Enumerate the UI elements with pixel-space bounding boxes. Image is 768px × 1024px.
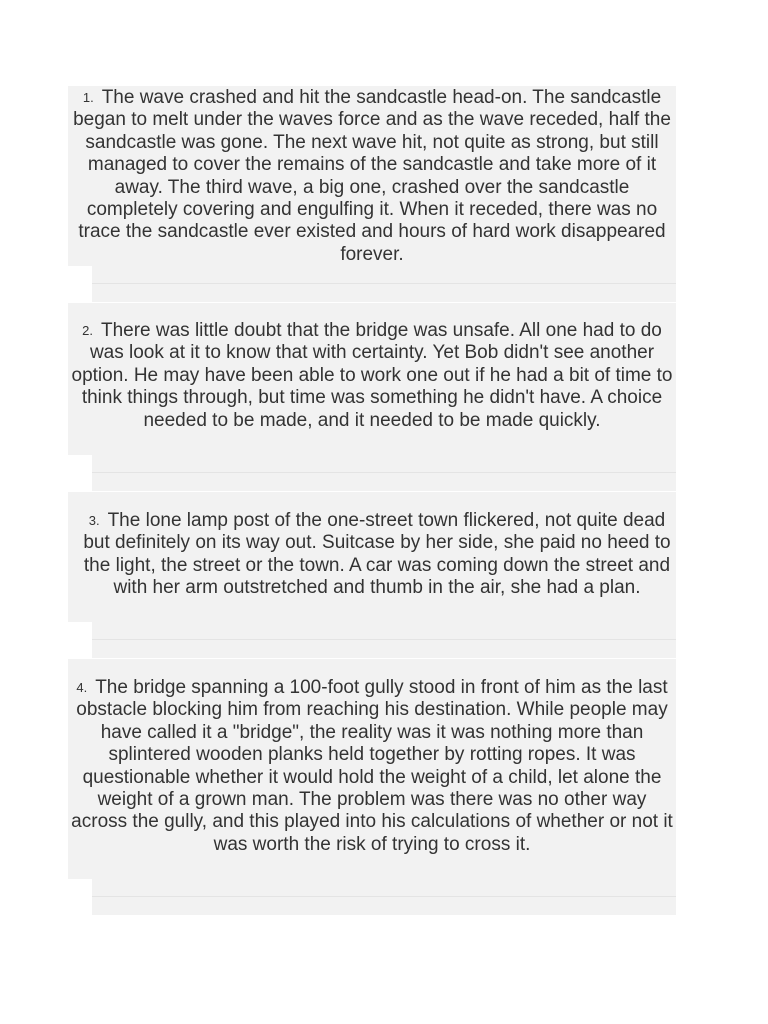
item-divider: [92, 896, 676, 897]
list-item-text: The lone lamp post of the one-street town flickered, not quite dead but definitely on its way out. Suitcase by her side, she paid no heed to the light, the street or the town. A car was coming down the street and with her arm outstretched and thumb in the air, she had a plan.: [83, 510, 671, 599]
list-item-paragraph: [68, 87, 676, 266]
list-item-number: 4.: [76, 680, 88, 695]
list-item-text: The bridge spanning a 100-foot gully stood in front of him as the last obstacle blocking him from reaching his destination. While people may have called it a "bridge", the reality was it was nothing more than splintered wooden planks held together by rotting ropes. It was questionable whether it would hold the weight of a child, let alone the weight of a grown man. The problem was there was no other way across the gully, and this played into his calculations of whether or not it was worth the risk of trying to cross it.: [71, 677, 673, 855]
list-item-number: 2.: [82, 323, 93, 338]
list-item-number: 1.: [82, 90, 94, 105]
list-item-paragraph: [78, 510, 676, 600]
list-item-number: 3.: [88, 513, 100, 528]
list-item-paragraph: [68, 320, 676, 432]
item-divider: [92, 283, 676, 284]
item-divider: [92, 639, 676, 640]
list-item-text: The wave crashed and hit the sandcastle head-on. The sandcastle began to melt under the waves force and as the wave receded, half the sandcastle was gone. The next wave hit, not quite as strong, but still managed to cover the remains of the sandcastle and take more of it away. The third wave, a big one, crashed over the sandcastle completely covering and engulfing it. When it receded, there was no trace the sandcastle ever existed and hours of hard work disappeared forever.: [73, 87, 671, 265]
list-item-text: There was little doubt that the bridge was unsafe. All one had to do was look at it to know that with certainty. Yet Bob didn't see another option. He may have been able to work one out if he had a bit of time to think things through, but time was something he didn't have. A choice needed to be made, and it needed to be made quickly.: [71, 320, 673, 431]
item-divider: [92, 472, 676, 473]
list-item-paragraph: [68, 677, 676, 856]
